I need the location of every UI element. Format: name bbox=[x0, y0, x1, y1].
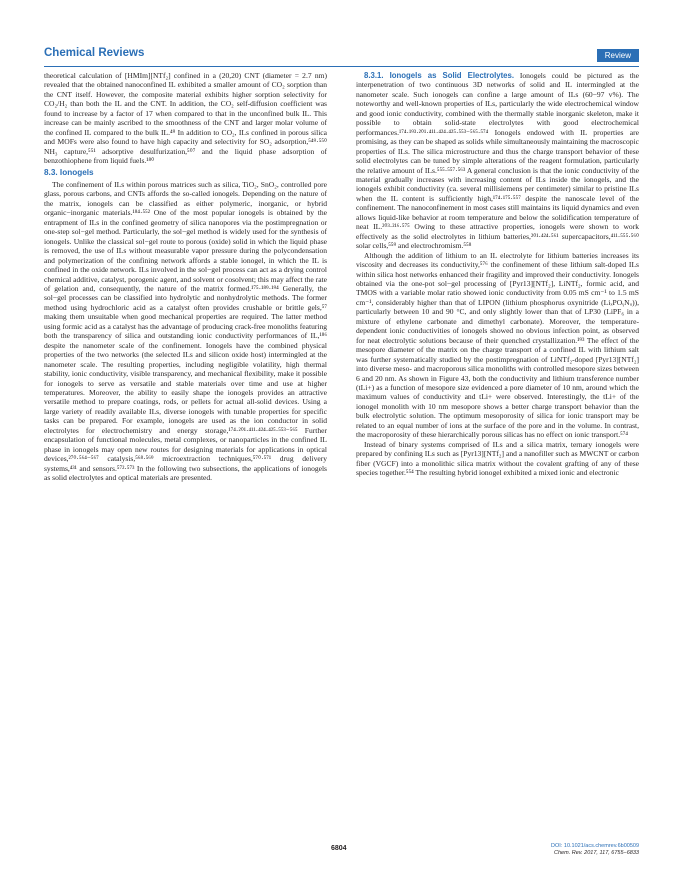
page-header bbox=[44, 47, 639, 65]
right-column bbox=[356, 71, 639, 477]
right-paragraph-1 bbox=[356, 71, 639, 251]
article-type-badge: Review bbox=[597, 49, 639, 62]
right-paragraph-2: Although the addition of lithium to an IL electrolyte for lithium batteries increases its viscosity and decreases its conductivity,⁵⁷⁶ the confinement of these lithium salt-doped ILs within silica host networks enhanced their fragility and improved their conductivity. Ionogels obtained via the one-pot sol−gel processing of [Pyr13][NTf₂], LiNTf₂, formic acid, and TMOS with a variable molar ratio showed ionic conductivity from 0.05 mS cm⁻¹ to 1.5 mS cm⁻¹, considerably higher than that of LIPON (lithium phosphorus oxynitride (LiₓPOᵧNᵤ)), particularly between 10 and 90 °C, and only slightly lower than that of LP30 (LiPF₆ in a mixture of ethylene carbonate and dimethyl carbonate). Moreover, the temperature-dependent ionic conductivities of ionogels showed no obvious infection point, as observed for neat electrolytic solutions because of their quenched crystallization.¹⁹³ The effect of the mesopore diameter of the matrix on the charge transport of a confined IL with lithium salt was further systematically studied by the postimpregnation of LiNTf₂-doped [Pyr13][NTf₂] into diverse meso- and macroporous silica monoliths with controlled mesopore sizes between 6 and 20 nm. As shown in Figure 43, both the conductivity and lithium transference number (tLi+) as a function of mesopore size evidenced a pore diameter of 10 nm, around which the maximum values of conductivity and tLi+ were observed. Interestingly, the tLi+ of the ionogel monolith with 10 nm mesopore shows a better charge transport behavior than the bulk electrolytic solution. The optimum mesoporosity of silica for ionic transport may be related to an equal number of ions at the surface of the pore and in the volume. In contrast, the macroporosity of these hierarchically porous silicas has no effect on ionic transport.⁵⁷⁴ bbox=[356, 250, 639, 440]
left-paragraph-1: theoretical calculation of [HMIm][NTf₂] confined in a (20,20) CNT (diameter = 2.7 nm) revealed that the obtained nanoconfined IL exhibited a smaller amount of CO₂ sorption than the CNT itself. However, the composite material exhibits higher sorption selectivity for CO₂/H₂ than both the IL and the CNT. In addition, the CO₂ self-diffusion coefficient was found to increase by a factor of 17 when compared to that in the unconfined bulk IL. This increase can be mainly ascribed to the smoothness of the CNT and larger molar volume of the confined IL compared to the bulk IL.⁴⁹ In addition to CO₂, ILs confined in porous silica and MOFs were also found to have high capacity and selectivity for SO₂ adsorption,⁵⁴⁹·⁵⁵⁰ NH₃ capture,⁵⁵¹ adsorptive desulfurization,⁵⁰⁷ and the liquid phase adsorption of benzothiophene from liquid fuels.¹⁸⁰ bbox=[44, 71, 327, 166]
header-rule bbox=[44, 66, 639, 67]
left-paragraph-2: The confinement of ILs within porous matrices such as silica, TiO₂, SnO₂, controlled pore glass, porous carbons, and CNTs affords the so-called ionogels. Depending on the nature of the matrix, ionogels can be classified as either polymeric, inorganic, or hybrid organic−inorganic materials.¹⁸⁴·⁵⁵² One of the most popular ionogels is obtained by the entrapment of ILs in the confined geometry of silica nanopores via the postimpregnation or one-step sol−gel method. Particularly, the sol−gel method is widely used for the synthesis of ionogels. Unlike the classical sol−gel route to porous (oxide) solid in which the liquid phase is removed, the use of ILs without measurable vapor pressure during the polycondensation and polymerization of the confining network affords a stable ionogel, in which the IL is confined in the oxide network. ILs involved in the sol−gel process can act as a drying control chemical additive, catalyst, porogenic agent, and solvent or cosolvent; this may affect the rate of gelation and, consequently, the nature of the matrix formed.¹⁷⁵·¹⁸⁹·¹⁹⁴ Generally, the sol−gel processes can be classified into hydrolytic and nonhydrolytic methods. The former method using hydrochloric acid as a catalyst often provides crushable or brittle gels,⁵⁷ making them unsuitable when good mechanical properties are required. The latter method using formic acid as a catalyst has the advantage of producing crack-free monoliths featuring both the transparency of silica and outstanding ionic conductivity performances of IL,¹⁸⁶ despite the nanometer scale of the confinement. Ionogels have the combined physical properties of the two networks (the selected ILs and silicon oxide host) intermingled at the nanometer scale. The resulting properties, including negligible volatility, high thermal stability, ionic conductivity, visible transparency, and mechanical flexibility, make it possible for ionogels to serve as versatile and stable materials over time and use at higher temperatures. Moreover, the ability to easily shape the ionogels provides an attractive versatile method to prepare coatings, rods, or pellets for actual all-solid devices. Using a large variety of readily available ILs, diverse ionogels with tunable properties for specific tasks can be prepared. For example, ionogels are used as the ion conductor in solid electrolytes for electrochemistry and energy storage,¹⁷⁴·²⁰¹·⁴¹¹·⁴²⁴·⁴²⁵·⁵⁵³⁻⁵⁶⁵ Further encapsulation of functional molecules, metal complexes, or nanoparticles in the confined IL phase in ionogels may open new routes for designing materials for applications in optical devices,²⁷⁰·⁵⁶⁴⁻⁵⁶⁷ catalysis,⁵⁶⁸·⁵⁶⁹ microextraction techniques,⁵⁷⁰·⁵⁷¹ drug delivery systems,⁴³¹ and sensors.⁵⁷²·⁵⁷³ In the following two subsections, the applications of ionogels as solid electrolytes and optical materials are presented. bbox=[44, 179, 327, 483]
citation-line: Chem. Rev. 2017, 117, 6755−6833 bbox=[554, 850, 639, 856]
subsection-heading-solid-electrolytes: 8.3.1. Ionogels as Solid Electrolytes. bbox=[364, 71, 515, 80]
journal-title[interactable]: Chemical Reviews bbox=[44, 47, 145, 59]
right-paragraph-1-text: Ionogels could be pictured as the interpenetration of two continuous 3D networks of solid and IL intermingled at the nanometer scale. Such ionogels can confine a large amount of ILs (60−97 v%). The noteworthy and well-known properties of ILs, particularly the wide electrochemical window and good ionic conductivity, combined with the thermally stable inorganic skeleton, make it possible to obtain solid-state electrolytes with good electrochemical performances.¹⁷⁴·¹⁹³·²⁰¹·⁴¹¹·⁴²⁴·⁴²⁵·⁵⁵³⁻⁵⁶⁵·⁵⁷⁴ Ionogels endowed with IL properties are promising, as they can be shaped as solids while simultaneously maintaining the macroscopic properties of ILs. The silica microstructure and thus the charge transport behavior of these solid electrolytes can be tuned by simple alterations of the reagent formulation, particularly the relative amount of ILs.⁵⁵⁵·⁵⁵⁷·⁵⁶³ A general conclusion is that the ionic conductivity of the material gradually increases with increasing content of ILs inside the ionogels, and the ionogels exhibit conductivity (ca. several millisiemens per centimeter) similar to pristine ILs when the IL content is sufficiently high,¹⁷⁴·¹⁷⁵·⁵⁵⁷ despite the nanoscale level of the confinement. The nanoconfinement in most cases still maintains its liquid dynamics and even allows liquid-like behavior at room temperature and below the solidification temperature of neat IL.²⁰³·²¹⁶·⁵⁷⁵ Owing to these attractive properties, ionogels were shown to work effectively as the solid electrolytes in lithium batteries,²⁰¹·⁴²⁴·⁵⁶¹ supercapacitors,⁴¹¹·⁵⁵⁵·⁵⁶⁰ solar cells,⁵⁵⁹ and electrochromism.⁵⁵⁸ bbox=[356, 71, 639, 251]
left-column bbox=[44, 71, 327, 482]
footer-doi-block bbox=[551, 843, 639, 857]
doi-link[interactable]: DOI: 10.1021/acs.chemrev.6b00509 bbox=[551, 843, 639, 849]
right-paragraph-3: Instead of binary systems comprised of ILs and a silica matrix, ternary ionogels were prepared by confining ILs such as [Pyr13][NTf₂] and a nanofiller such as MWCNT or carbon fiber (VGCF) into a monolithic silica matrix without the covalent grafting of any of these species together.⁵⁵⁴ The resulting hybrid ionogel exhibited a mixed ionic and electronic bbox=[356, 439, 639, 478]
section-heading-ionogels: 8.3. Ionogels bbox=[44, 167, 94, 177]
page-number: 6804 bbox=[331, 845, 347, 852]
